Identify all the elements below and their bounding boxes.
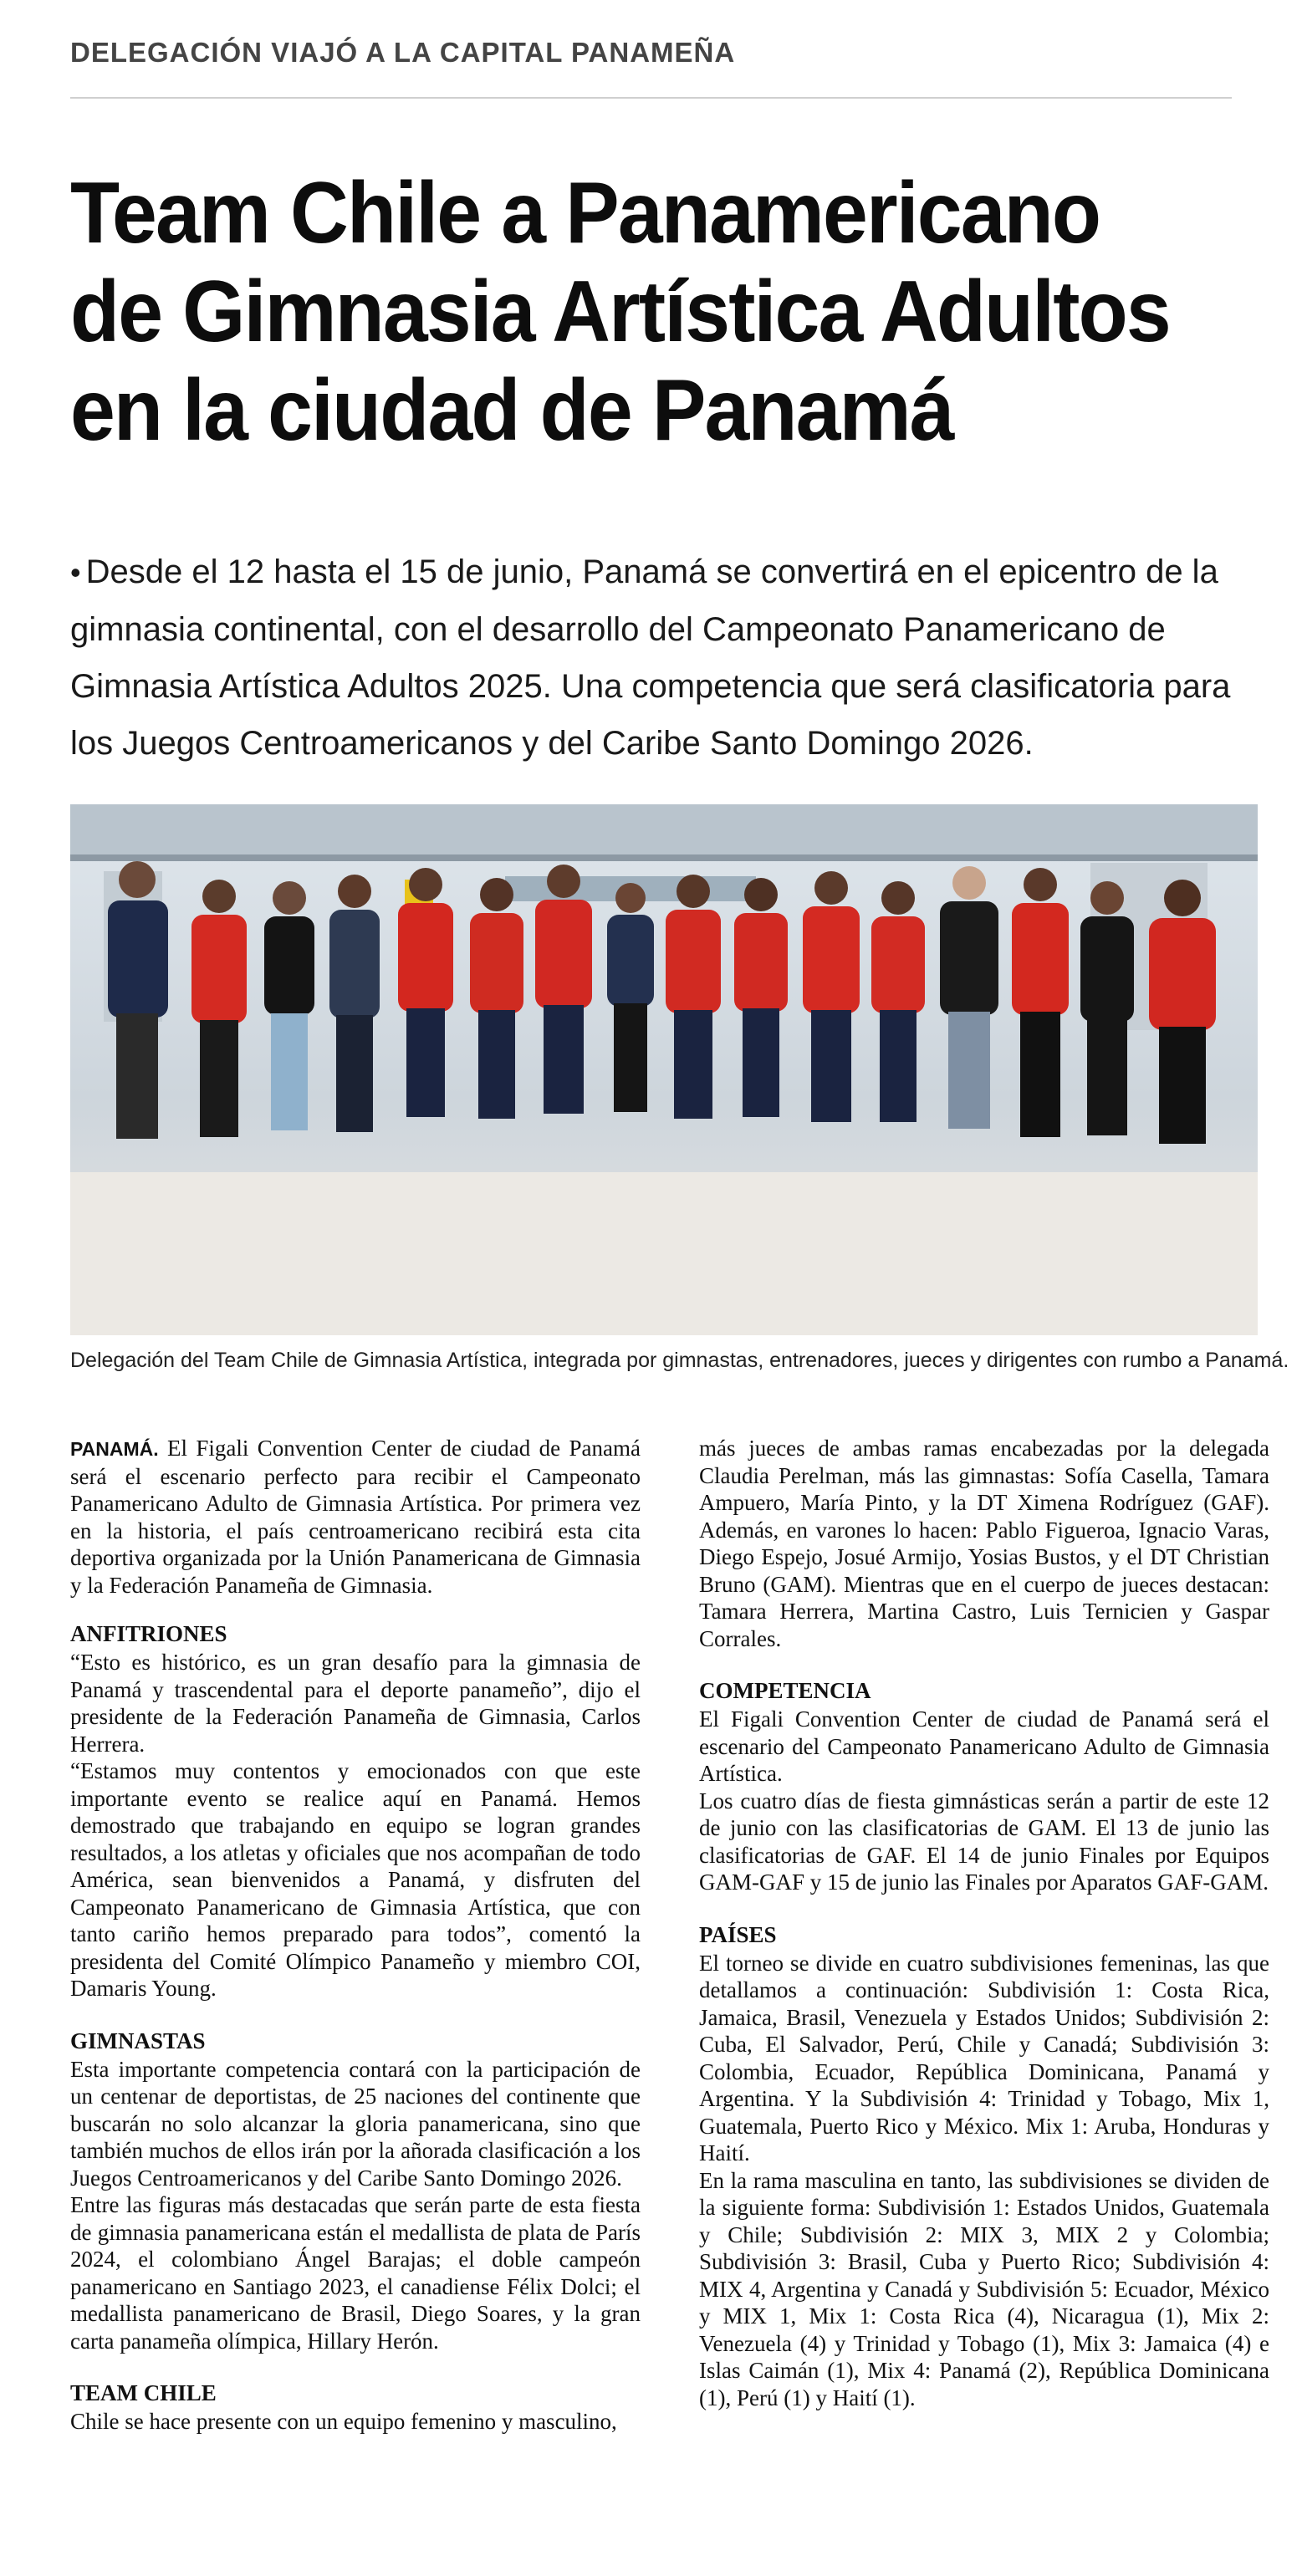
paises-paragraph-1: El torneo se divide en cuatro subdivisiones femeninas, las que detallamos a continuación: Subdivisión 1: Costa Rica, Jamaica, Brasil, Venezuela y Estados Unidos; Subdivisión 2: Cuba, El Salvador, Perú, Chile y Canadá; Subdivisión 3: Colombia, Ecuador, República Dominicana, Panamá y Argentina. Y la Subdivisión 4: Trinidad y Tobago, Mix 1, Guatemala, Puerto Rico y México. Mix 1: Aruba, Honduras y Haití. [699,1950,1269,2165]
subhead-paises: PAÍSES [699,1921,777,1947]
intro-paragraph [70,1435,641,1599]
anfitriones-paragraph-1: “Esto es histórico, es un gran desafío para la gimnasia de Panamá y trascendental para el deporte panameño”, dijo el presidente de la Federación Panameña de Gimnasia, Carlos Herrera. [70,1650,641,1757]
photo-caption: Delegación del Team Chile de Gimnasia Artística, integrada por gimnastas, entrenadores, jueces y dirigentes con rumbo a Panamá. [70,1349,1289,1372]
dateline: PANAMÁ. [70,1438,159,1460]
competencia-paragraph-1: El Figali Convention Center de ciudad de Panamá será el escenario del Campeonato Panamericano Adulto de Gimnasia Artística. [699,1706,1269,1786]
article-headline: Team Chile a Panamericano de Gimnasia Artística Adultos en la ciudad de Panamá [70,165,1170,459]
paises-paragraph-2: En la rama masculina en tanto, las subdivisiones se dividen de la siguiente forma: Subdivisión 1: Estados Unidos, Guatemala y Chile; Subdivisión 2: MIX 3, MIX 2 y Colombia; Subdivisión 3: Brasil, Cuba y Puerto Rico; Subdivisión 4: MIX 4, Argentina y Canadá y Subdivisión 5: Ecuador, México y MIX 1, Mix 1: Costa Rica (4), Nicaragua (1), Mix 2: Venezuela (4) y Trinidad y Tobago (1), Mix 3: Jamaica (4) e Islas Caimán (1), Mix 4: Panamá (2), República Dominicana (1), Perú (1) y Haití (1). [699,2167,1269,2410]
article-column-right [699,1435,1269,2411]
article-column-left [70,1435,641,2436]
subhead-team-chile: TEAM CHILE [70,2380,217,2405]
article-lead [70,543,1258,772]
subhead-competencia: COMPETENCIA [699,1678,871,1703]
subhead-anfitriones: ANFITRIONES [70,1621,227,1646]
anfitriones-paragraph-2: “Estamos muy contentos y emocionados con que este importante evento se realice aquí en Panamá. Hemos demostrado que trabajando en equipo se logran grandes resultados, a los atletas y oficiales que nos acompañan de todo América, sean bienvenidos a Panamá, y disfruten del Campeonato Panamericano de Gimnasia Artística, que con tanto cariño hemos preparado para todos”, comentó la presidenta del Comité Olímpico Panameño y miembro COI, Damaris Young. [70,1758,641,2001]
team-photo-illustration [70,804,1258,1335]
competencia-paragraph-2: Los cuatro días de fiesta gimnásticas serán a partir de este 12 de junio con las clasificatorias de GAM. El 13 de junio las clasificatorias de GAF. El 14 de junio Finales por Equipos GAM-GAF y 15 de junio las Finales por Aparatos GAF-GAM. [699,1788,1269,1895]
lead-bullet: • [70,555,81,589]
header-divider [70,97,1232,99]
gimnastas-paragraph-1: Esta importante competencia contará con la participación de un centenar de deportistas, de 25 naciones del continente que buscarán no solo alcanzar la gloria panamericana, sino que también muchos de ellos irán por la añorada clasificación a los Juegos Centroamericanos y del Caribe Santo Domingo 2026. [70,2056,641,2191]
section-kicker: DELEGACIÓN VIAJÓ A LA CAPITAL PANAMEÑA [70,37,736,68]
team-chile-continued-paragraph: más jueces de ambas ramas encabezadas por la delegada Claudia Perelman, más las gimnastas: Sofía Casella, Tamara Ampuero, María Pinto, y la DT Ximena Rodríguez (GAF). Además, en varones lo hacen: Pablo Figueroa, Ignacio Varas, Diego Espejo, Josué Armijo, Yosias Bustos, y el DT Christian Bruno (GAM). Mientras que en el cuerpo de jueces destacan: Tamara Herrera, Martina Castro, Luis Ternicien y Gaspar Corrales. [699,1436,1269,1651]
subhead-gimnastas: GIMNASTAS [70,2028,206,2053]
intro-text: El Figali Convention Center de ciudad de Panamá será el escenario perfecto para recibir el Campeonato Panamericano Adulto de Gimnasia Artística. Por primera vez en la historia, el país centroamericano recibirá esta cita deportiva organizada por la Unión Panamericana de Gimnasia y la Federación Panameña de Gimnasia. [70,1436,641,1598]
team-chile-paragraph-1: Chile se hace presente con un equipo femenino y masculino, [70,2409,617,2434]
lead-text: Desde el 12 hasta el 15 de junio, Panamá se convertirá en el epicentro de la gimnasia continental, con el desarrollo del Campeonato Panamericano de Gimnasia Artística Adultos 2025. Una competencia que será clasificatoria para los Juegos Centroamericanos y del Caribe Santo Domingo 2026. [70,553,1231,762]
team-photo [70,804,1258,1335]
gimnastas-paragraph-2: Entre las figuras más destacadas que serán parte de esta fiesta de gimnasia panamericana están el medallista de plata de París 2024, el colombiano Ángel Barajas; el doble campeón panamericano en Santiago 2023, el canadiense Félix Dolci; el medallista panamericano de Brasil, Diego Soares, y la gran carta panameña olímpica, Hillary Herón. [70,2192,641,2354]
